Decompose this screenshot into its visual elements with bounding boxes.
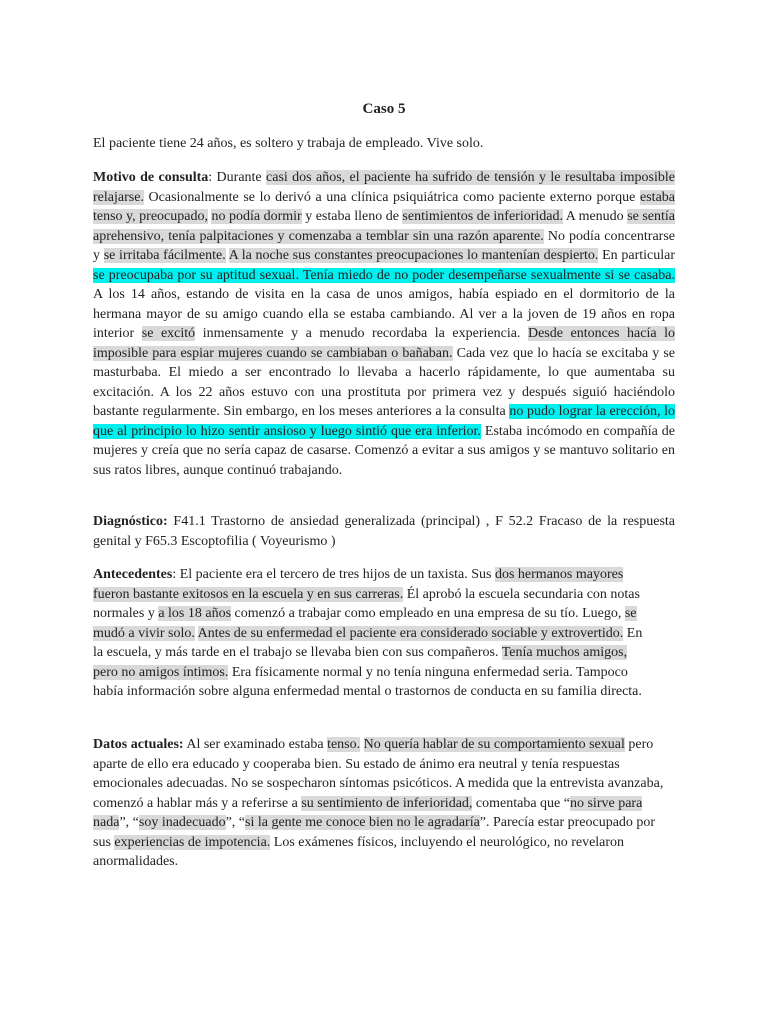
body-text: Él aprobó la escuela secundaria con notas normales y bbox=[93, 586, 640, 621]
highlighted-text: A la noche sus constantes preocupaciones lo mantenían despierto. bbox=[228, 248, 599, 263]
body-text: A menudo bbox=[563, 209, 628, 224]
section-body bbox=[93, 567, 642, 699]
highlighted-text: no sirve para nada bbox=[93, 795, 643, 830]
highlighted-text: sentimientos de inferioridad. bbox=[402, 209, 563, 224]
body-text: A los 14 años, estando de visita en la casa de unos amigos, había espiado en el dormitorio de la hermana mayor de su amigo cuando ella se estaba cambiando. Al ver a la joven de 19 años en ropa interior bbox=[93, 287, 675, 341]
section-diagnostico bbox=[93, 512, 675, 551]
intro-paragraph: El paciente tiene 24 años, es soltero y trabaja de empleado. Vive solo. bbox=[93, 136, 484, 151]
body-text: y estaba lleno de bbox=[301, 209, 403, 224]
body-text: inmensamente y a menudo recordaba la experiencia. bbox=[195, 326, 528, 341]
body-text: Al ser examinado estaba bbox=[183, 737, 328, 752]
highlighted-text: aprehensivo, tenía palpitaciones y comenzaba a temblar sin una razón aparente. bbox=[93, 228, 544, 244]
body-text: : El paciente era el tercero de tres hijos de un taxista. Sus bbox=[172, 567, 495, 582]
highlighted-text: experiencias de impotencia. bbox=[114, 834, 271, 850]
section-heading: Antecedentes bbox=[93, 567, 173, 582]
body-text: En particular bbox=[598, 248, 676, 263]
body-text: Ocasionalmente se lo derivó a una clínica psiquiátrica como paciente externo porque bbox=[143, 189, 641, 205]
highlighted-text: No quería hablar de su comportamiento sexual bbox=[363, 737, 625, 752]
body-text: F41.1 Trastorno de ansiedad generalizada (principal) , F 52.2 Fracaso de la respuesta genital y F65.3 Escoptofilia ( Voyeurismo ) bbox=[93, 514, 675, 549]
section-motivo-de-consulta bbox=[93, 168, 675, 480]
highlighted-text: casi dos años, el paciente ha sufrido de tensión y le resultaba imposible relajarse. bbox=[93, 170, 675, 205]
highlighted-text: se mudó a vivir solo. bbox=[93, 606, 637, 641]
highlighted-text: no podía dormir bbox=[211, 209, 302, 224]
section-heading: Datos actuales: bbox=[93, 737, 184, 752]
highlighted-text: se sentía bbox=[627, 209, 676, 224]
highlighted-text: Desde entonces hacía lo imposible para espiar mujeres cuando se cambiaban o bañaban. bbox=[93, 326, 675, 361]
body-text: : Durante bbox=[208, 170, 267, 185]
section-heading: Motivo de consulta bbox=[93, 170, 209, 185]
body-text: comentaba que “ bbox=[472, 795, 570, 811]
highlighted-text: se excitó bbox=[141, 326, 196, 341]
highlighted-text-key: no pudo lograr la erección, lo que al principio lo hizo sentir ansioso y luego sintió que era inferior. bbox=[93, 404, 676, 439]
body-text: Los exámenes físicos, incluyendo el neurológico, no revelaron anormalidades. bbox=[93, 834, 625, 869]
body-text: ”, “ bbox=[119, 815, 139, 830]
highlighted-text: Antes de su enfermedad el paciente era considerado sociable y extrovertido. bbox=[197, 625, 624, 641]
highlighted-text: si la gente me conoce bien no le agradaría bbox=[245, 815, 480, 830]
highlighted-text: se irritaba fácilmente. bbox=[103, 248, 226, 263]
body-text: En la escuela, y más tarde en el trabajo se llevaba bien con sus compañeros. bbox=[93, 625, 643, 660]
body-text: Cada vez que lo hacía se excitaba y se masturbaba. El miedo a ser encontrado lo llevaba a hacerlo rápidamente, lo que aumentaba su excitación. A los 22 años estuvo con una prostituta por primera vez y después siguió haciéndolo bastante regularmente. Sin embargo, en los meses anteriores a la consulta bbox=[93, 345, 675, 419]
highlighted-text: dos hermanos mayores fueron bastante exitosos en la escuela y en sus carreras. bbox=[93, 567, 624, 602]
body-text: ”, “ bbox=[225, 815, 246, 830]
highlighted-text: a los 18 años bbox=[158, 606, 232, 621]
case-title: Caso 5 bbox=[362, 101, 406, 117]
highlighted-text: tenso. bbox=[327, 737, 361, 752]
body-text: ”. Parecía estar preocupado por sus bbox=[93, 815, 656, 850]
highlighted-text: estaba tenso y, preocupado, bbox=[93, 189, 675, 224]
section-antecedentes bbox=[93, 565, 653, 702]
body-text: Estaba incómodo en compañía de mujeres y creía que no sería capaz de casarse. Comenzó a evitar a sus amigos y se mantuvo solitario en sus ratos libres, aunque continuó trabajando. bbox=[93, 423, 675, 478]
section-heading: Diagnóstico: bbox=[93, 514, 168, 529]
section-body bbox=[93, 170, 675, 478]
section-body bbox=[93, 514, 675, 549]
highlighted-text: su sentimiento de inferioridad, bbox=[301, 795, 473, 811]
body-text: comenzó a trabajar como empleado en una empresa de su tío. Luego, bbox=[231, 606, 625, 621]
body-text: Era físicamente normal y no tenía ninguna enfermedad seria. Tampoco había información sobre alguna enfermedad mental o trastornos de conducta en su familia directa. bbox=[93, 664, 642, 699]
highlighted-text-key: se preocupaba por su aptitud sexual. Tenía miedo de no poder desempeñarse sexualmente si se casaba. bbox=[93, 267, 675, 283]
highlighted-text: Tenía muchos amigos, pero no amigos íntimos. bbox=[93, 645, 628, 680]
highlighted-text: soy inadecuado bbox=[138, 815, 226, 830]
section-body bbox=[93, 737, 663, 869]
section-datos-actuales bbox=[93, 735, 665, 872]
body-text: No podía concentrarse y bbox=[93, 228, 675, 263]
body-text: pero aparte de ello era educado y cooperaba bien. Su estado de ánimo era neutral y tenía respuestas emocionales adecuadas. No se sospecharon síntomas psicóticos. A medida que la entrevista avanzaba, comenzó a hablar más y a referirse a bbox=[93, 737, 664, 811]
